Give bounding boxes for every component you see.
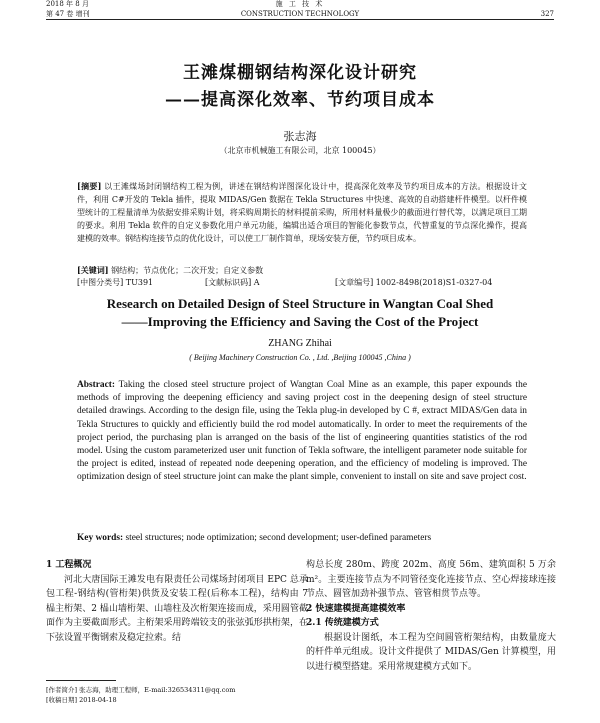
affiliation-en: ( Beijing Machinery Construction Co. , Ltd. ,Beijing 100045 ,China )	[189, 353, 411, 362]
section-2-1-paragraph: 根据设计图纸，本工程为空间圆管桁架结构，由数量庞大的杆件单元组成。设计文件提供了 MIDAS/Gen 计算模型，用以进行模型搭建。采用常规建模方式如下。	[306, 632, 556, 672]
abstract-cn-text: 以王滩煤场封闭钢结构工程为例，讲述在钢结构详图深化设计中，提高深化效率及节约项目成本的方法。根据设计文件，利用 C#开发的 Tekla 插件，提取 MIDAS/Gen 数据在 Tekla Structures 中快速、高效的自动搭建杆件模型。以杆件模型统计的工程量清单为依据安排采购计划，将采购周期长的材料提前采购，所用材料量极少的截面进行替代等，以满足项目工期的要求。利用 Tekla 软件的自定义参数化用户单元功能，编辑出适合项目的智能化参数节点，代替重复的节点深化操作，提高建模的效率。钢结构连接节点的优化设计，可以使工厂制作简单，现场安装方便，节约项目成本。	[77, 182, 527, 243]
section-1-heading: 1 工程概况	[46, 560, 92, 570]
header-date: 2018 年 8 月	[46, 0, 89, 8]
document-code: [文献标识码] A	[205, 278, 260, 287]
header-journal-en: CONSTRUCTION TECHNOLOGY	[240, 10, 360, 18]
section-2-1-heading: 2.1 传统建模方式	[306, 618, 379, 628]
keywords-en-text: steel structures; node optimization; second development; user-defined parameters	[125, 533, 432, 543]
author-en: ZHANG Zhihai	[268, 338, 332, 349]
body-column-left	[46, 558, 308, 645]
section-1-paragraph: 河北大唐国际王滩发电有限责任公司煤场封闭项目 EPC 总承包工程-钢结构(管桁架)供货及安装工程(后称本工程)，结构由 7 榀主桁架、2 榀山墙桁架、山墙柱及次桁架连接而成，采用圆管截面作为主要截面形式。主桁架采用跨端铰支的张弦弧形拱桁架，在下弦设置平衡钢索及稳定拉索。结	[46, 574, 308, 643]
body-column-right	[306, 558, 556, 674]
keywords-cn-label: [关键词]	[77, 265, 109, 275]
keywords-cn-text: 钢结构；节点优化；二次开发；自定义参数	[111, 266, 264, 275]
abstract-en-label: Abstract:	[77, 380, 116, 390]
title-en: Research on Detailed Design of Steel Structure in Wangtan Coal Shed	[106, 296, 494, 311]
abstract-en-text: Taking the closed steel structure project of Wangtan Coal Mine as an example, this paper expounds the methods of improving the deepening efficiency and saving project cost in the deepening design of steel structure detailed drawings. According to the design file, using the Tekla plug-in developed by C #, extract MIDAS/Gen data in Tekla Structures to quickly and efficiently build the rod model automatically. In order to meet the requirements of the project period, the purchasing plan is arranged on the basis of the list of engineering quantities statistics of the rod model. Using the custom parameterized user unit function of Tekla software, the intelligent parameter node suitable for the project is edited, instead of repeated node deepening operation, and the efficiency of modeling is improved. The optimization design of steel structure joint can make the plant simple, convenient to install on site and save project cost.	[77, 380, 527, 483]
footnote-author-info: [作者简介] 张志海，助理工程师，E-mail:326534311@qq.com	[46, 686, 236, 694]
header-volume: 第 47 卷 增刊	[46, 10, 90, 18]
article-id: [文章编号] 1002-8498(2018)S1-0327-04	[335, 278, 493, 287]
header-journal-cn: 施 工 技 术	[275, 0, 325, 8]
header-page-number: 327	[540, 10, 554, 18]
footnote-divider	[46, 680, 116, 681]
subtitle-en: ——Improving the Efficiency and Saving the Cost of the Project	[121, 314, 479, 329]
section-1-paragraph-continued: 构总长度 280m、跨度 202m、高度 56m、建筑面积 5 万余 m²。主要连接节点为不同管径变化连接节点、空心焊接球连接节点、圆管加劲补强节点、管管相贯节点等。	[306, 560, 556, 599]
abstract-cn	[77, 180, 527, 245]
keywords-cn	[77, 264, 527, 277]
section-2-heading: 2 快速建模提高建模效率	[306, 603, 406, 614]
clc-number: [中图分类号] TU391	[77, 278, 154, 287]
footnote-received-date: [收稿日期] 2018-04-18	[46, 696, 117, 704]
running-header-bottom	[46, 9, 554, 20]
author-cn: 张志海	[283, 130, 317, 143]
abstract-en	[77, 379, 527, 485]
footnote	[46, 685, 235, 705]
abstract-cn-label: [摘要]	[77, 181, 102, 191]
keywords-en	[77, 532, 527, 545]
running-header-top	[46, 0, 554, 9]
keywords-en-label: Key words:	[77, 533, 124, 543]
affiliation-cn: （北京市机械施工有限公司，北京 100045）	[219, 146, 381, 155]
title-cn: 王滩煤棚钢结构深化设计研究	[183, 63, 417, 83]
subtitle-cn: ——提高深化效率、节约项目成本	[165, 90, 435, 110]
